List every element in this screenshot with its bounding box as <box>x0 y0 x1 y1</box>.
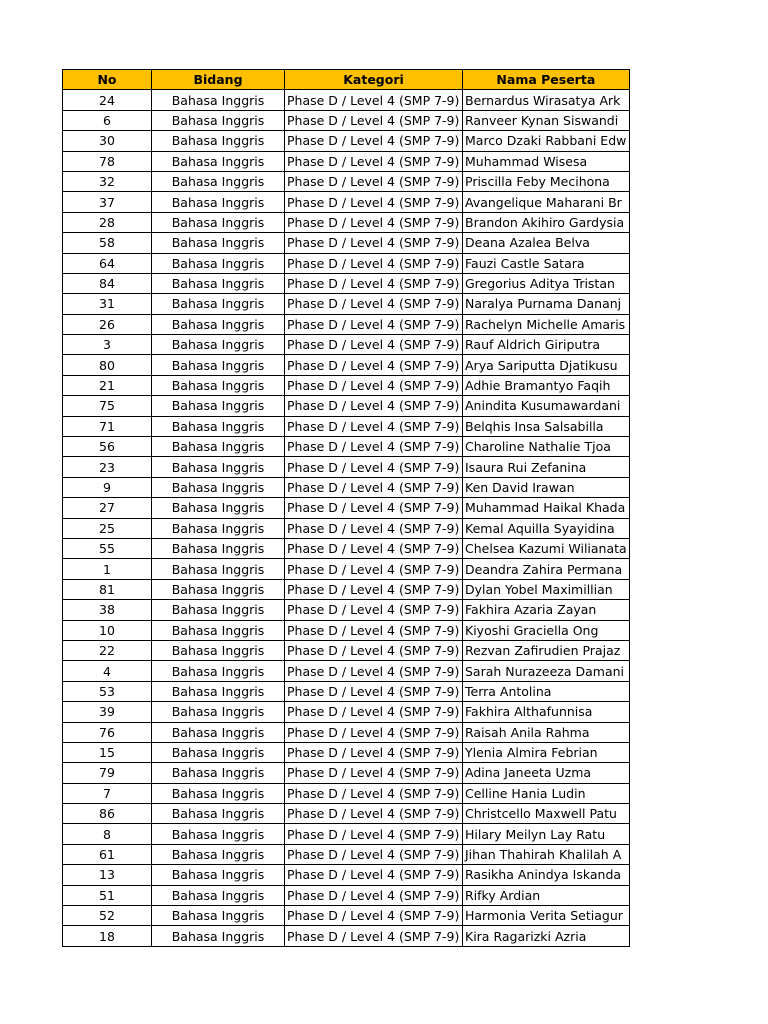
table-row <box>63 518 630 538</box>
cell-nama-peserta: Brandon Akihiro Gardysia <box>463 212 630 232</box>
cell-nama-peserta: Terra Antolina <box>463 681 630 701</box>
cell-bidang: Bahasa Inggris <box>152 212 285 232</box>
cell-no: 10 <box>63 620 152 640</box>
cell-no: 86 <box>63 804 152 824</box>
cell-kategori: Phase D / Level 4 (SMP 7-9) <box>285 457 463 477</box>
cell-kategori: Phase D / Level 4 (SMP 7-9) <box>285 620 463 640</box>
cell-kategori: Phase D / Level 4 (SMP 7-9) <box>285 640 463 660</box>
cell-no: 32 <box>63 171 152 191</box>
cell-no: 79 <box>63 763 152 783</box>
cell-no: 55 <box>63 538 152 558</box>
table-row <box>63 396 630 416</box>
cell-bidang: Bahasa Inggris <box>152 538 285 558</box>
table-row <box>63 804 630 824</box>
cell-nama-peserta: Rezvan Zafirudien Prajaz <box>463 640 630 660</box>
table-row <box>63 212 630 232</box>
cell-no: 61 <box>63 844 152 864</box>
cell-nama-peserta: Dylan Yobel Maximillian <box>463 579 630 599</box>
cell-no: 13 <box>63 865 152 885</box>
cell-no: 21 <box>63 375 152 395</box>
cell-bidang: Bahasa Inggris <box>152 375 285 395</box>
cell-bidang: Bahasa Inggris <box>152 233 285 253</box>
cell-bidang: Bahasa Inggris <box>152 702 285 722</box>
header-bidang: Bidang <box>152 70 285 90</box>
table-row <box>63 824 630 844</box>
table-row <box>63 477 630 497</box>
cell-kategori: Phase D / Level 4 (SMP 7-9) <box>285 110 463 130</box>
cell-kategori: Phase D / Level 4 (SMP 7-9) <box>285 131 463 151</box>
cell-no: 9 <box>63 477 152 497</box>
header-kategori: Kategori <box>285 70 463 90</box>
cell-bidang: Bahasa Inggris <box>152 865 285 885</box>
table-row <box>63 233 630 253</box>
cell-kategori: Phase D / Level 4 (SMP 7-9) <box>285 355 463 375</box>
cell-kategori: Phase D / Level 4 (SMP 7-9) <box>285 661 463 681</box>
cell-no: 76 <box>63 722 152 742</box>
table-row <box>63 885 630 905</box>
cell-nama-peserta: Celline Hania Ludin <box>463 783 630 803</box>
cell-no: 7 <box>63 783 152 803</box>
cell-kategori: Phase D / Level 4 (SMP 7-9) <box>285 763 463 783</box>
cell-nama-peserta: Muhammad Haikal Khada <box>463 498 630 518</box>
cell-nama-peserta: Chelsea Kazumi Wilianata <box>463 538 630 558</box>
cell-nama-peserta: Isaura Rui Zefanina <box>463 457 630 477</box>
cell-kategori: Phase D / Level 4 (SMP 7-9) <box>285 171 463 191</box>
cell-nama-peserta: Rasikha Anindya Iskanda <box>463 865 630 885</box>
cell-kategori: Phase D / Level 4 (SMP 7-9) <box>285 518 463 538</box>
cell-bidang: Bahasa Inggris <box>152 416 285 436</box>
cell-kategori: Phase D / Level 4 (SMP 7-9) <box>285 885 463 905</box>
cell-no: 64 <box>63 253 152 273</box>
cell-kategori: Phase D / Level 4 (SMP 7-9) <box>285 335 463 355</box>
cell-bidang: Bahasa Inggris <box>152 763 285 783</box>
cell-nama-peserta: Hilary Meilyn Lay Ratu <box>463 824 630 844</box>
cell-bidang: Bahasa Inggris <box>152 253 285 273</box>
cell-nama-peserta: Avangelique Maharani Br <box>463 192 630 212</box>
cell-bidang: Bahasa Inggris <box>152 396 285 416</box>
table-row <box>63 355 630 375</box>
table-row <box>63 783 630 803</box>
cell-bidang: Bahasa Inggris <box>152 457 285 477</box>
cell-nama-peserta: Rachelyn Michelle Amaris <box>463 314 630 334</box>
table-row <box>63 498 630 518</box>
table-row <box>63 90 630 110</box>
cell-kategori: Phase D / Level 4 (SMP 7-9) <box>285 824 463 844</box>
cell-kategori: Phase D / Level 4 (SMP 7-9) <box>285 579 463 599</box>
cell-no: 25 <box>63 518 152 538</box>
cell-kategori: Phase D / Level 4 (SMP 7-9) <box>285 477 463 497</box>
cell-nama-peserta: Fakhira Azaria Zayan <box>463 600 630 620</box>
cell-no: 27 <box>63 498 152 518</box>
cell-nama-peserta: Ylenia Almira Febrian <box>463 742 630 762</box>
cell-nama-peserta: Belqhis Insa Salsabilla <box>463 416 630 436</box>
table-row <box>63 661 630 681</box>
table-row <box>63 192 630 212</box>
table-row <box>63 457 630 477</box>
cell-bidang: Bahasa Inggris <box>152 151 285 171</box>
cell-kategori: Phase D / Level 4 (SMP 7-9) <box>285 212 463 232</box>
cell-bidang: Bahasa Inggris <box>152 477 285 497</box>
cell-kategori: Phase D / Level 4 (SMP 7-9) <box>285 926 463 946</box>
table-row <box>63 742 630 762</box>
cell-kategori: Phase D / Level 4 (SMP 7-9) <box>285 783 463 803</box>
cell-kategori: Phase D / Level 4 (SMP 7-9) <box>285 844 463 864</box>
table-row <box>63 273 630 293</box>
cell-kategori: Phase D / Level 4 (SMP 7-9) <box>285 396 463 416</box>
cell-kategori: Phase D / Level 4 (SMP 7-9) <box>285 294 463 314</box>
cell-kategori: Phase D / Level 4 (SMP 7-9) <box>285 906 463 926</box>
cell-kategori: Phase D / Level 4 (SMP 7-9) <box>285 702 463 722</box>
cell-no: 4 <box>63 661 152 681</box>
cell-bidang: Bahasa Inggris <box>152 742 285 762</box>
cell-bidang: Bahasa Inggris <box>152 600 285 620</box>
cell-kategori: Phase D / Level 4 (SMP 7-9) <box>285 437 463 457</box>
header-no: No <box>63 70 152 90</box>
cell-nama-peserta: Harmonia Verita Setiagur <box>463 906 630 926</box>
table-row <box>63 722 630 742</box>
cell-nama-peserta: Deana Azalea Belva <box>463 233 630 253</box>
cell-bidang: Bahasa Inggris <box>152 171 285 191</box>
cell-no: 30 <box>63 131 152 151</box>
cell-kategori: Phase D / Level 4 (SMP 7-9) <box>285 804 463 824</box>
table-row <box>63 681 630 701</box>
table-row <box>63 171 630 191</box>
header-row <box>63 70 630 90</box>
cell-nama-peserta: Charoline Nathalie Tjoa <box>463 437 630 457</box>
cell-nama-peserta: Jihan Thahirah Khalilah A <box>463 844 630 864</box>
cell-bidang: Bahasa Inggris <box>152 722 285 742</box>
cell-bidang: Bahasa Inggris <box>152 518 285 538</box>
cell-no: 31 <box>63 294 152 314</box>
cell-kategori: Phase D / Level 4 (SMP 7-9) <box>285 681 463 701</box>
cell-nama-peserta: Deandra Zahira Permana <box>463 559 630 579</box>
cell-bidang: Bahasa Inggris <box>152 294 285 314</box>
cell-no: 38 <box>63 600 152 620</box>
cell-bidang: Bahasa Inggris <box>152 579 285 599</box>
cell-kategori: Phase D / Level 4 (SMP 7-9) <box>285 273 463 293</box>
table-row <box>63 335 630 355</box>
cell-no: 28 <box>63 212 152 232</box>
cell-nama-peserta: Fakhira Althafunnisa <box>463 702 630 722</box>
header-nama-peserta: Nama Peserta <box>463 70 630 90</box>
cell-nama-peserta: Kira Ragarizki Azria <box>463 926 630 946</box>
cell-kategori: Phase D / Level 4 (SMP 7-9) <box>285 151 463 171</box>
cell-bidang: Bahasa Inggris <box>152 131 285 151</box>
cell-no: 53 <box>63 681 152 701</box>
cell-no: 75 <box>63 396 152 416</box>
cell-no: 80 <box>63 355 152 375</box>
cell-bidang: Bahasa Inggris <box>152 804 285 824</box>
table-row <box>63 253 630 273</box>
cell-bidang: Bahasa Inggris <box>152 192 285 212</box>
cell-bidang: Bahasa Inggris <box>152 906 285 926</box>
cell-kategori: Phase D / Level 4 (SMP 7-9) <box>285 742 463 762</box>
cell-bidang: Bahasa Inggris <box>152 90 285 110</box>
cell-nama-peserta: Ken David Irawan <box>463 477 630 497</box>
cell-no: 51 <box>63 885 152 905</box>
cell-bidang: Bahasa Inggris <box>152 681 285 701</box>
cell-nama-peserta: Priscilla Feby Mecihona <box>463 171 630 191</box>
cell-kategori: Phase D / Level 4 (SMP 7-9) <box>285 865 463 885</box>
cell-kategori: Phase D / Level 4 (SMP 7-9) <box>285 498 463 518</box>
cell-nama-peserta: Rifky Ardian <box>463 885 630 905</box>
cell-bidang: Bahasa Inggris <box>152 640 285 660</box>
cell-no: 3 <box>63 335 152 355</box>
table-row <box>63 640 630 660</box>
cell-nama-peserta: Muhammad Wisesa <box>463 151 630 171</box>
cell-no: 84 <box>63 273 152 293</box>
table-row <box>63 579 630 599</box>
participants-table <box>62 69 630 947</box>
cell-nama-peserta: Fauzi Castle Satara <box>463 253 630 273</box>
cell-no: 22 <box>63 640 152 660</box>
cell-nama-peserta: Naralya Purnama Dananj <box>463 294 630 314</box>
table-row <box>63 294 630 314</box>
cell-kategori: Phase D / Level 4 (SMP 7-9) <box>285 722 463 742</box>
table-row <box>63 844 630 864</box>
cell-nama-peserta: Arya Sariputta Djatikusu <box>463 355 630 375</box>
cell-no: 24 <box>63 90 152 110</box>
cell-kategori: Phase D / Level 4 (SMP 7-9) <box>285 538 463 558</box>
table-row <box>63 763 630 783</box>
cell-nama-peserta: Ranveer Kynan Siswandi <box>463 110 630 130</box>
cell-nama-peserta: Adina Janeeta Uzma <box>463 763 630 783</box>
cell-no: 8 <box>63 824 152 844</box>
cell-nama-peserta: Raisah Anila Rahma <box>463 722 630 742</box>
table-row <box>63 620 630 640</box>
cell-kategori: Phase D / Level 4 (SMP 7-9) <box>285 375 463 395</box>
cell-bidang: Bahasa Inggris <box>152 926 285 946</box>
cell-kategori: Phase D / Level 4 (SMP 7-9) <box>285 233 463 253</box>
table-row <box>63 559 630 579</box>
cell-bidang: Bahasa Inggris <box>152 110 285 130</box>
cell-bidang: Bahasa Inggris <box>152 273 285 293</box>
table-row <box>63 702 630 722</box>
cell-bidang: Bahasa Inggris <box>152 559 285 579</box>
cell-no: 58 <box>63 233 152 253</box>
cell-no: 23 <box>63 457 152 477</box>
table-row <box>63 416 630 436</box>
cell-kategori: Phase D / Level 4 (SMP 7-9) <box>285 559 463 579</box>
table-row <box>63 538 630 558</box>
cell-no: 78 <box>63 151 152 171</box>
cell-no: 71 <box>63 416 152 436</box>
cell-kategori: Phase D / Level 4 (SMP 7-9) <box>285 600 463 620</box>
cell-kategori: Phase D / Level 4 (SMP 7-9) <box>285 192 463 212</box>
table-row <box>63 437 630 457</box>
cell-nama-peserta: Marco Dzaki Rabbani Edw <box>463 131 630 151</box>
cell-no: 81 <box>63 579 152 599</box>
cell-no: 1 <box>63 559 152 579</box>
table-row <box>63 314 630 334</box>
table-row <box>63 110 630 130</box>
table-row <box>63 375 630 395</box>
cell-bidang: Bahasa Inggris <box>152 661 285 681</box>
cell-no: 15 <box>63 742 152 762</box>
cell-no: 18 <box>63 926 152 946</box>
cell-bidang: Bahasa Inggris <box>152 783 285 803</box>
cell-nama-peserta: Bernardus Wirasatya Ark <box>463 90 630 110</box>
cell-kategori: Phase D / Level 4 (SMP 7-9) <box>285 314 463 334</box>
cell-no: 56 <box>63 437 152 457</box>
cell-kategori: Phase D / Level 4 (SMP 7-9) <box>285 253 463 273</box>
cell-no: 39 <box>63 702 152 722</box>
cell-nama-peserta: Adhie Bramantyo Faqih <box>463 375 630 395</box>
table-row <box>63 865 630 885</box>
cell-bidang: Bahasa Inggris <box>152 314 285 334</box>
cell-no: 37 <box>63 192 152 212</box>
cell-kategori: Phase D / Level 4 (SMP 7-9) <box>285 90 463 110</box>
cell-nama-peserta: Gregorius Aditya Tristan <box>463 273 630 293</box>
cell-no: 26 <box>63 314 152 334</box>
cell-nama-peserta: Christcello Maxwell Patu <box>463 804 630 824</box>
cell-bidang: Bahasa Inggris <box>152 844 285 864</box>
cell-bidang: Bahasa Inggris <box>152 620 285 640</box>
cell-bidang: Bahasa Inggris <box>152 437 285 457</box>
cell-bidang: Bahasa Inggris <box>152 824 285 844</box>
table-row <box>63 131 630 151</box>
cell-bidang: Bahasa Inggris <box>152 355 285 375</box>
cell-bidang: Bahasa Inggris <box>152 885 285 905</box>
table-row <box>63 926 630 946</box>
table-row <box>63 151 630 171</box>
cell-bidang: Bahasa Inggris <box>152 335 285 355</box>
table-row <box>63 600 630 620</box>
cell-nama-peserta: Sarah Nurazeeza Damani <box>463 661 630 681</box>
cell-no: 6 <box>63 110 152 130</box>
table-row <box>63 906 630 926</box>
cell-no: 52 <box>63 906 152 926</box>
cell-nama-peserta: Anindita Kusumawardani <box>463 396 630 416</box>
cell-bidang: Bahasa Inggris <box>152 498 285 518</box>
cell-nama-peserta: Kemal Aquilla Syayidina <box>463 518 630 538</box>
cell-nama-peserta: Kiyoshi Graciella Ong <box>463 620 630 640</box>
cell-kategori: Phase D / Level 4 (SMP 7-9) <box>285 416 463 436</box>
cell-nama-peserta: Rauf Aldrich Giriputra <box>463 335 630 355</box>
